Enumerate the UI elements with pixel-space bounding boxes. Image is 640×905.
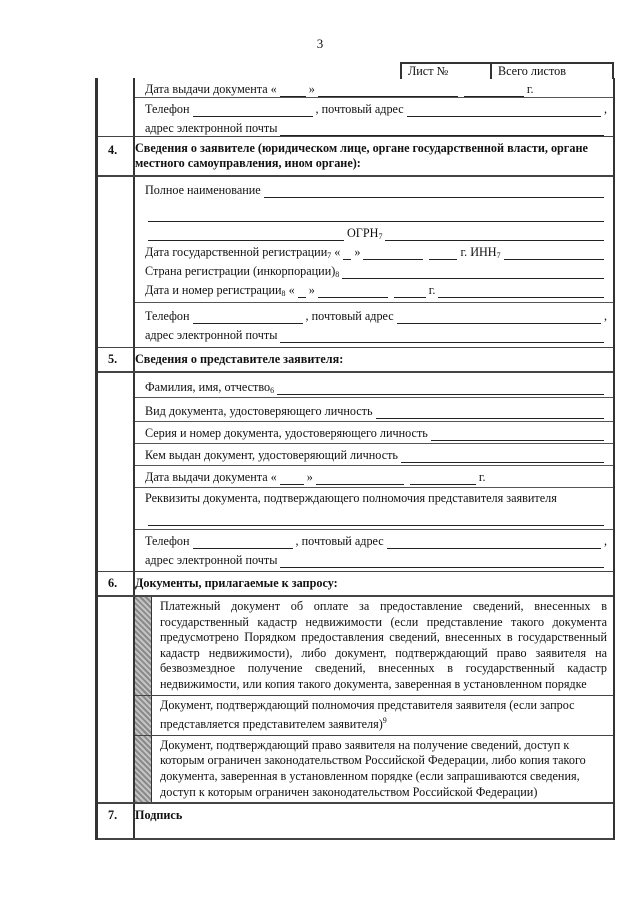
issue-year-field[interactable] (410, 472, 476, 485)
section-6-header: 6. Документы, прилагаемые к запросу: (98, 572, 613, 597)
form-table (95, 78, 615, 840)
reg-month-field[interactable] (363, 247, 423, 260)
attachment-checkbox[interactable] (135, 597, 152, 695)
reg-year-field[interactable] (429, 247, 457, 260)
attachment-checkbox[interactable] (135, 736, 152, 802)
full-name-field-3[interactable] (148, 228, 344, 241)
issue-year-field[interactable] (464, 84, 524, 97)
phone-field[interactable] (193, 311, 303, 324)
section-6-title: Документы, прилагаемые к запросу: (135, 576, 338, 590)
section-5-title: Сведения о представителе заявителя: (135, 352, 344, 366)
phone-field[interactable] (193, 104, 313, 117)
reg-day-field[interactable] (343, 247, 351, 260)
section-4-body: Полное наименование ОГРН $_7$ Дата государственной регистрации $_7$ « » г. ИНН $_7$ Страна регистрации (инкорпорации) $_8$ Дата и номер регистрации $_8$ « » г. Телефон , почтовый адрес , адрес электронной почты (98, 177, 613, 348)
email-field[interactable] (280, 123, 604, 136)
section-6-body (98, 597, 613, 804)
full-name-field-2[interactable] (148, 209, 604, 222)
issued-by-field[interactable] (401, 450, 604, 463)
inn-field[interactable] (504, 247, 604, 260)
sheet-box (400, 62, 614, 79)
section-4-title: Сведения о заявителе (юридическом лице, органе государственной власти, органе местного самоуправления, ином органе): (135, 141, 588, 170)
doc-series-field[interactable] (431, 428, 604, 441)
postal-address-field[interactable] (397, 311, 601, 324)
attachment-item: Документ, подтверждающий право заявителя на получение сведений, доступ к которым ограничен законодательством Российской Федерации, либо копия такого документа, заверенная в установленном порядке (если запрашиваются сведения, доступ к которым ограничен законодательством Российской Федерации) (135, 736, 613, 802)
section-7: 7. Подпись (98, 804, 613, 840)
issue-month-field[interactable] (316, 472, 404, 485)
email-field[interactable] (280, 330, 604, 343)
reg-num-day-field[interactable] (298, 285, 306, 298)
fio-field[interactable] (277, 382, 604, 395)
phone-field[interactable] (193, 536, 293, 549)
attachment-item: Платежный документ об оплате за предоставление сведений, внесенных в государственный кадастр недвижимости (если представление такого документа предусмотрено Порядком предоставления сведений, внесенных в государственный кадастр недвижимости), либо документ, подтверждающий право заявителя на безвозмездное получение сведений, внесенных в государственный кадастр недвижимости, или копия такого документа, заверенная в установленном порядке (135, 597, 613, 696)
section-5-body: Фамилия, имя, отчество $_6$ Вид документа, удостоверяющего личность Серия и номер документа, удостоверяющего личность Кем выдан документ, удостоверяющий личность Дата выдачи документа « » г. Реквизиты документа, подтверждающего полномочия представителя заявителя Телефон , почтовый адрес , адрес электронной почты (98, 373, 613, 572)
section-3-tail: Дата выдачи документа « » г. Телефон , почтовый адрес , адрес электронной почты (98, 78, 613, 137)
reg-num-month-field[interactable] (318, 285, 388, 298)
reg-number-field[interactable] (438, 285, 604, 298)
email-field[interactable] (280, 555, 604, 568)
total-sheets-field[interactable]: Всего листов (498, 64, 566, 78)
issue-month-field[interactable] (318, 84, 458, 97)
postal-address-field[interactable] (407, 104, 601, 117)
issue-day-field[interactable] (280, 472, 304, 485)
section-4-header: 4. Сведения о заявителе (юридическом лице, органе государственной власти, органе местного самоуправления, ином органе): (98, 137, 613, 177)
section-5-header: 5. Сведения о представителе заявителя: (98, 348, 613, 373)
country-field[interactable] (342, 266, 604, 279)
postal-address-field[interactable] (387, 536, 601, 549)
issue-day-field[interactable] (280, 84, 306, 97)
page-number: 3 (316, 36, 324, 51)
doc-type-field[interactable] (376, 406, 604, 419)
ogrn-field[interactable] (385, 228, 604, 241)
attachment-checkbox[interactable] (135, 696, 152, 735)
reg-num-year-field[interactable] (394, 285, 426, 298)
signature-label[interactable]: Подпись (135, 808, 183, 823)
sheet-number-field[interactable]: Лист № (402, 64, 492, 79)
full-name-field[interactable] (264, 185, 604, 198)
attachment-item: Документ, подтверждающий полномочия представителя заявителя (если запрос представляется представителем заявителя)$^9$ (135, 696, 613, 736)
requisites-field[interactable] (148, 513, 604, 526)
